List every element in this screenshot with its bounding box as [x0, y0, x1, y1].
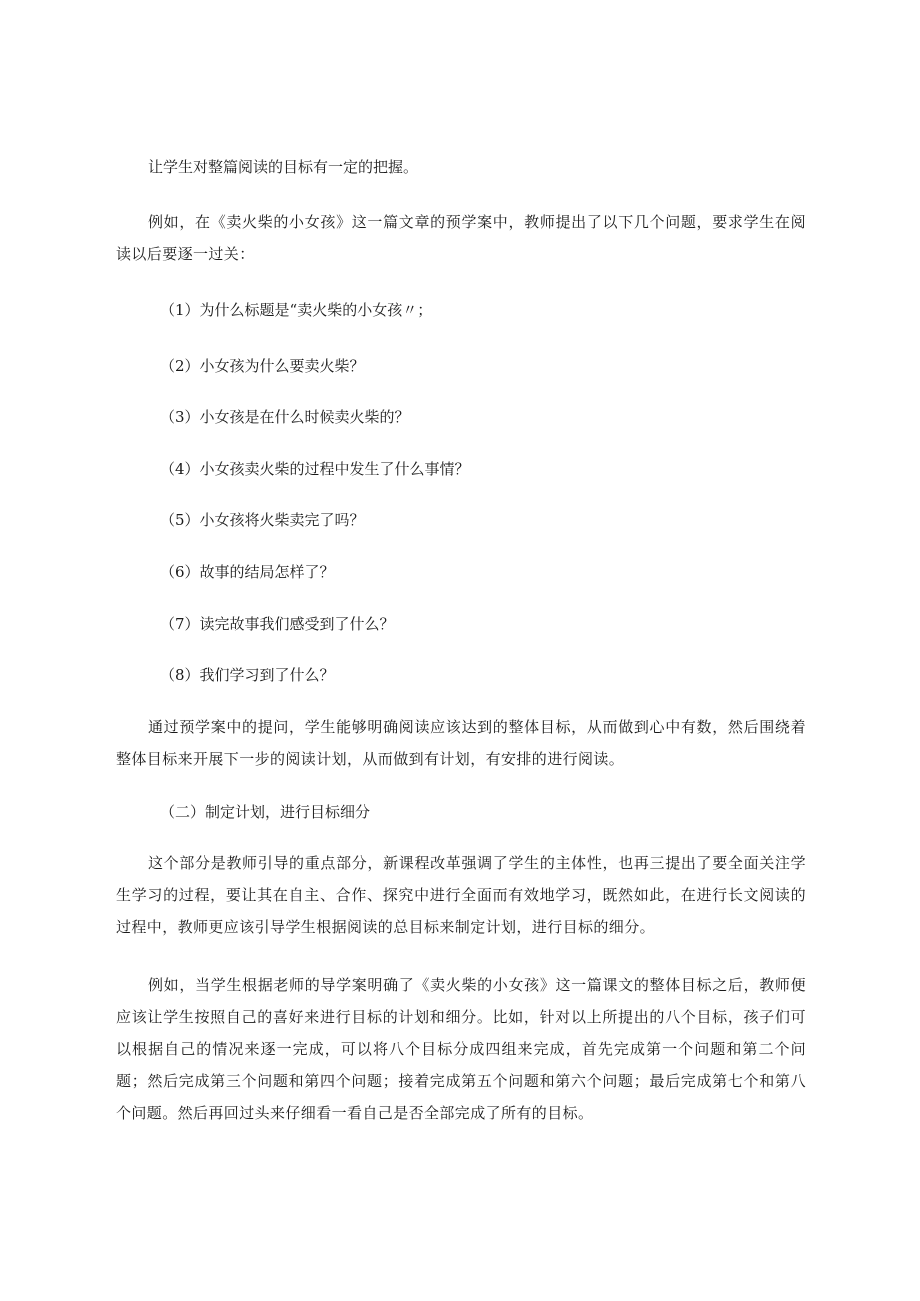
- question-6: （6）故事的结局怎样了？: [160, 563, 335, 581]
- section-heading: （二）制定计划，进行目标细分: [160, 803, 371, 821]
- question-5: （5）小女孩将火柴卖完了吗？: [160, 511, 365, 529]
- paragraph-example-2: 例如，当学生根据老师的导学案明确了《卖火柴的小女孩》这一篇课文的整体目标之后，教师便应该让学生按照自己的喜好来进行目标的计划和细分。比如，针对以上所提出的八个目标，孩子们可以根据自己的情况来逐一完成，可以将八个目标分成四组来完成，首先完成第一个问题和第二个问题；然后完成第三个问题和第四个问题；接着完成第五个问题和第六个问题；最后完成第七个和第八个问题。然后再回过头来仔细看一看自己是否全部完成了所有的目标。: [116, 976, 806, 1122]
- question-7: （7）读完故事我们感受到了什么？: [160, 615, 395, 633]
- paragraph-plan: 这个部分是教师引导的重点部分，新课程改革强调了学生的主体性，也再三提出了要全面关注学生学习的过程，要让其在自主、合作、探究中进行全面而有效地学习，既然如此，在进行长文阅读的过程中，教师更应该引导学生根据阅读的总目标来制定计划，进行目标的细分。: [116, 854, 806, 936]
- paragraph-intro: 让学生对整篇阅读的目标有一定的把握。: [148, 158, 419, 176]
- question-8: （8）我们学习到了什么？: [160, 666, 335, 684]
- question-4: （4）小女孩卖火柴的过程中发生了什么事情？: [160, 460, 470, 478]
- question-3: （3）小女孩是在什么时候卖火柴的？: [160, 408, 410, 426]
- paragraph-example-1: 例如，在《卖火柴的小女孩》这一篇文章的预学案中，教师提出了以下几个问题，要求学生在阅读以后要逐一过关：: [116, 213, 806, 263]
- paragraph-summary: 通过预学案中的提问，学生能够明确阅读应该达到的整体目标，从而做到心中有数，然后围绕着整体目标来开展下一步的阅读计划，从而做到有计划，有安排的进行阅读。: [116, 718, 806, 768]
- question-1: （1）为什么标题是“卖火柴的小女孩〃；: [160, 301, 433, 319]
- question-2: （2）小女孩为什么要卖火柴？: [160, 357, 365, 375]
